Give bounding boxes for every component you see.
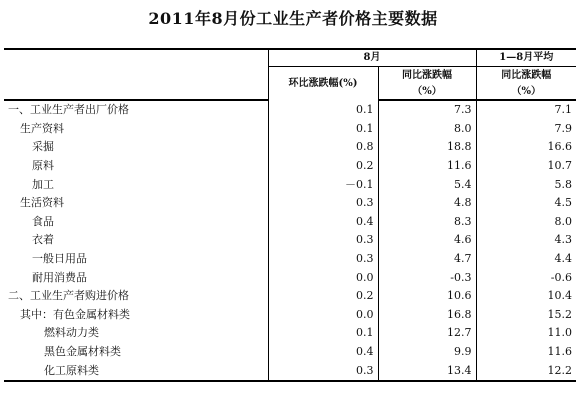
yoy-value: 5.4 [378, 175, 476, 194]
yoy-value: 13.4 [378, 361, 476, 381]
header-blank [4, 49, 268, 67]
table-row [4, 138, 576, 157]
cumulative-value: 4.5 [476, 194, 576, 213]
table-row [4, 287, 576, 306]
header-blank [4, 67, 268, 85]
row-label: 原料 [32, 159, 54, 173]
yoy-value: 4.8 [378, 194, 476, 213]
mom-value: 0.4 [268, 343, 378, 362]
mom-value: 0.1 [268, 120, 378, 139]
yoy-value: 18.8 [378, 138, 476, 157]
yoy-value: 7.3 [378, 100, 476, 120]
row-label: 衣着 [32, 233, 54, 247]
price-data-table [4, 48, 576, 382]
row-label: 黑色金属材料类 [44, 345, 121, 359]
table-row [4, 268, 576, 287]
table-row [4, 213, 576, 232]
mom-value: 0.2 [268, 287, 378, 306]
mom-value: 0.2 [268, 157, 378, 176]
yoy-value: 16.8 [378, 306, 476, 325]
table-row [4, 324, 576, 343]
cumulative-value: 7.9 [476, 120, 576, 139]
table-row [4, 120, 576, 139]
page-title: 2011年8月份工业生产者价格主要数据 [148, 9, 438, 28]
table-row [4, 231, 576, 250]
yoy-value: 4.7 [378, 250, 476, 269]
cumulative-value: 12.2 [476, 361, 576, 381]
row-label: 食品 [32, 214, 54, 228]
header-yoy-unit: （%） [378, 84, 476, 100]
mom-value: 0.8 [268, 138, 378, 157]
row-label: 二、工业生产者购进价格 [8, 289, 129, 303]
mom-value: 0.3 [268, 361, 378, 381]
table-row [4, 194, 576, 213]
cumulative-value: 15.2 [476, 306, 576, 325]
mom-value: 0.1 [268, 100, 378, 120]
header-cumulative-group: 1—8月平均 [476, 49, 576, 67]
cumulative-value: 5.8 [476, 175, 576, 194]
cumulative-value: 4.3 [476, 231, 576, 250]
header-yoy-change: 同比涨跌幅 [378, 67, 476, 85]
yoy-value: 8.0 [378, 120, 476, 139]
yoy-value: 10.6 [378, 287, 476, 306]
row-label: 一、工业生产者出厂价格 [8, 103, 129, 117]
yoy-value: 9.9 [378, 343, 476, 362]
row-label: 其中：有色金属材料类 [20, 307, 130, 321]
cumulative-value: 16.6 [476, 138, 576, 157]
cumulative-value: 11.6 [476, 343, 576, 362]
mom-value: 0.1 [268, 324, 378, 343]
mom-value: 0.3 [268, 250, 378, 269]
cumulative-value: 10.7 [476, 157, 576, 176]
header-cumulative-unit: （%） [476, 84, 576, 100]
yoy-value: 11.6 [378, 157, 476, 176]
cumulative-value: -0.6 [476, 268, 576, 287]
yoy-value: 12.7 [378, 324, 476, 343]
yoy-value: -0.3 [378, 268, 476, 287]
mom-value: 0.4 [268, 213, 378, 232]
row-label: 化工原料类 [4, 361, 268, 381]
mom-value: 0.3 [268, 231, 378, 250]
table-row [4, 361, 576, 381]
mom-value: 0.0 [268, 306, 378, 325]
header-blank [4, 84, 268, 100]
mom-value: 0.0 [268, 268, 378, 287]
row-label: 采掘 [32, 140, 54, 154]
header-month-group: 8月 [268, 49, 476, 67]
cumulative-value: 11.0 [476, 324, 576, 343]
row-label: 加工 [32, 177, 54, 191]
cumulative-value: 7.1 [476, 100, 576, 120]
yoy-value: 8.3 [378, 213, 476, 232]
header-cumulative-yoy-change: 同比涨跌幅 [476, 67, 576, 85]
yoy-value: 4.6 [378, 231, 476, 250]
row-label: 生产资料 [20, 121, 64, 135]
mom-value: 0.3 [268, 194, 378, 213]
table-row [4, 100, 576, 120]
cumulative-value: 4.4 [476, 250, 576, 269]
table-row [4, 175, 576, 194]
row-label: 燃料动力类 [44, 326, 99, 340]
cumulative-value: 10.4 [476, 287, 576, 306]
header-mom-change: 环比涨跌幅(%) [268, 67, 378, 101]
mom-value: －0.1 [268, 175, 378, 194]
table-row [4, 343, 576, 362]
table-row [4, 250, 576, 269]
table-row [4, 157, 576, 176]
row-label: 耐用消费品 [32, 270, 87, 284]
table-row [4, 306, 576, 325]
row-label: 一般日用品 [32, 252, 87, 266]
cumulative-value: 8.0 [476, 213, 576, 232]
row-label: 生活资料 [20, 196, 64, 210]
